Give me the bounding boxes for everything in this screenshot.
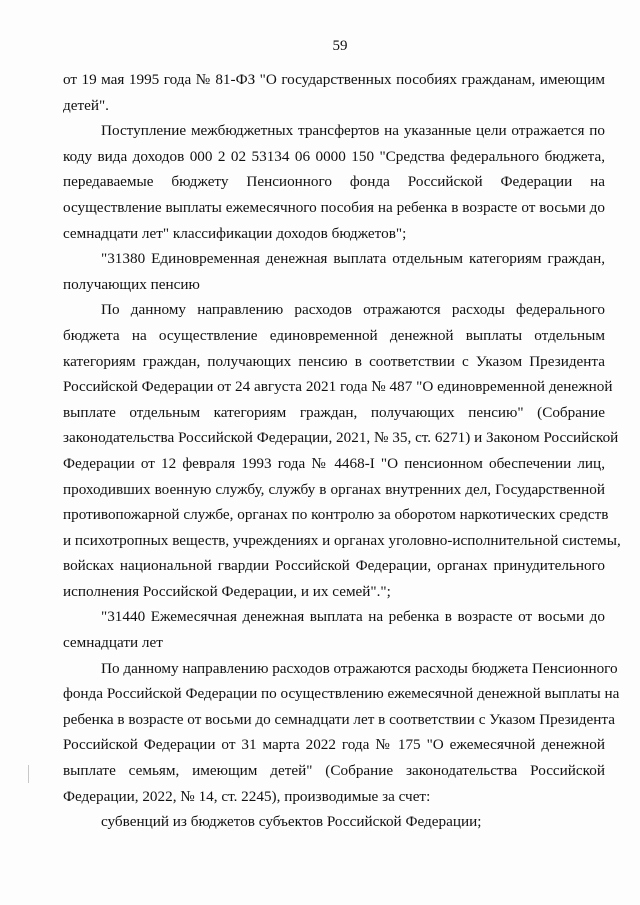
text-line: от 19 мая 1995 года № 81-ФЗ "О государственных пособиях гражданам, имеющим bbox=[63, 71, 605, 88]
text-line: и психотропных веществ, учреждениях и органах уголовно-исполнительной системы, bbox=[63, 531, 621, 549]
text-line: ребенка в возрасте от восьми до семнадцати лет в соответствии с Указом Президента bbox=[63, 710, 615, 728]
text-line: семнадцати лет" классификации доходов бюджетов"; bbox=[63, 224, 407, 242]
text-line: детей". bbox=[63, 96, 109, 114]
text-line: семнадцати лет bbox=[63, 634, 163, 652]
text-line: По данному направлению расходов отражаются расходы федерального bbox=[101, 301, 605, 319]
text-line: получающих пенсию bbox=[63, 275, 200, 293]
text-line: Федерации, 2022, № 14, ст. 2245), производимые за счет: bbox=[63, 787, 431, 805]
text-line: войсках национальной гвардии Российской Федерации, органах принудительного bbox=[63, 557, 605, 575]
text-line: проходивших военную службу, службу в органах внутренних дел, Государственной bbox=[63, 480, 605, 498]
text-line: осуществление выплаты ежемесячного пособия на ребенка в возрасте от восьми до bbox=[63, 198, 605, 216]
page-number: 59 bbox=[332, 38, 348, 54]
text-line: противопожарной службе, органах по контролю за оборотом наркотических средств bbox=[63, 506, 609, 524]
text-line: Российской Федерации от 24 августа 2021 года № 487 "О единовременной денежной bbox=[63, 378, 613, 396]
text-line: законодательства Российской Федерации, 2021, № 35, ст. 6271) и Законом Российской bbox=[63, 429, 619, 447]
text-line: Федерации от 12 февраля 1993 года № 4468-I "О пенсионном обеспечении лиц, bbox=[63, 454, 605, 472]
text-line: субвенций из бюджетов субъектов Российской Федерации; bbox=[101, 813, 482, 831]
text-line: "31440 Ежемесячная денежная выплата на ребенка в возрасте от восьми до bbox=[101, 608, 605, 626]
text-line: бюджета на осуществление единовременной денежной выплаты отдельным bbox=[63, 326, 605, 344]
text-line: "31380 Единовременная денежная выплата отдельным категориям граждан, bbox=[101, 250, 605, 268]
text-line: фонда Российской Федерации по осуществлению ежемесячной денежной выплаты на bbox=[63, 685, 620, 703]
text-line: передаваемые бюджету Пенсионного фонда Российской Федерации на bbox=[63, 173, 605, 191]
margin-mark bbox=[28, 765, 29, 783]
text-line: выплате отдельным категориям граждан, получающих пенсию" (Собрание bbox=[63, 403, 605, 421]
text-line: коду вида доходов 000 2 02 53134 06 0000 150 "Средства федерального бюджета, bbox=[63, 147, 605, 165]
document-body bbox=[63, 67, 621, 835]
text-line: По данному направлению расходов отражаются расходы бюджета Пенсионного bbox=[101, 659, 618, 677]
text-line: Поступление межбюджетных трансфертов на указанные цели отражается по bbox=[101, 122, 605, 140]
text-line: Российской Федерации от 31 марта 2022 года № 175 "О ежемесячной денежной bbox=[63, 736, 605, 754]
text-line: исполнения Российской Федерации, и их семей"."; bbox=[63, 582, 391, 600]
text-line: выплате семьям, имеющим детей" (Собрание законодательства Российской bbox=[63, 762, 605, 780]
text-line: категориям граждан, получающих пенсию в соответствии с Указом Президента bbox=[63, 352, 605, 370]
